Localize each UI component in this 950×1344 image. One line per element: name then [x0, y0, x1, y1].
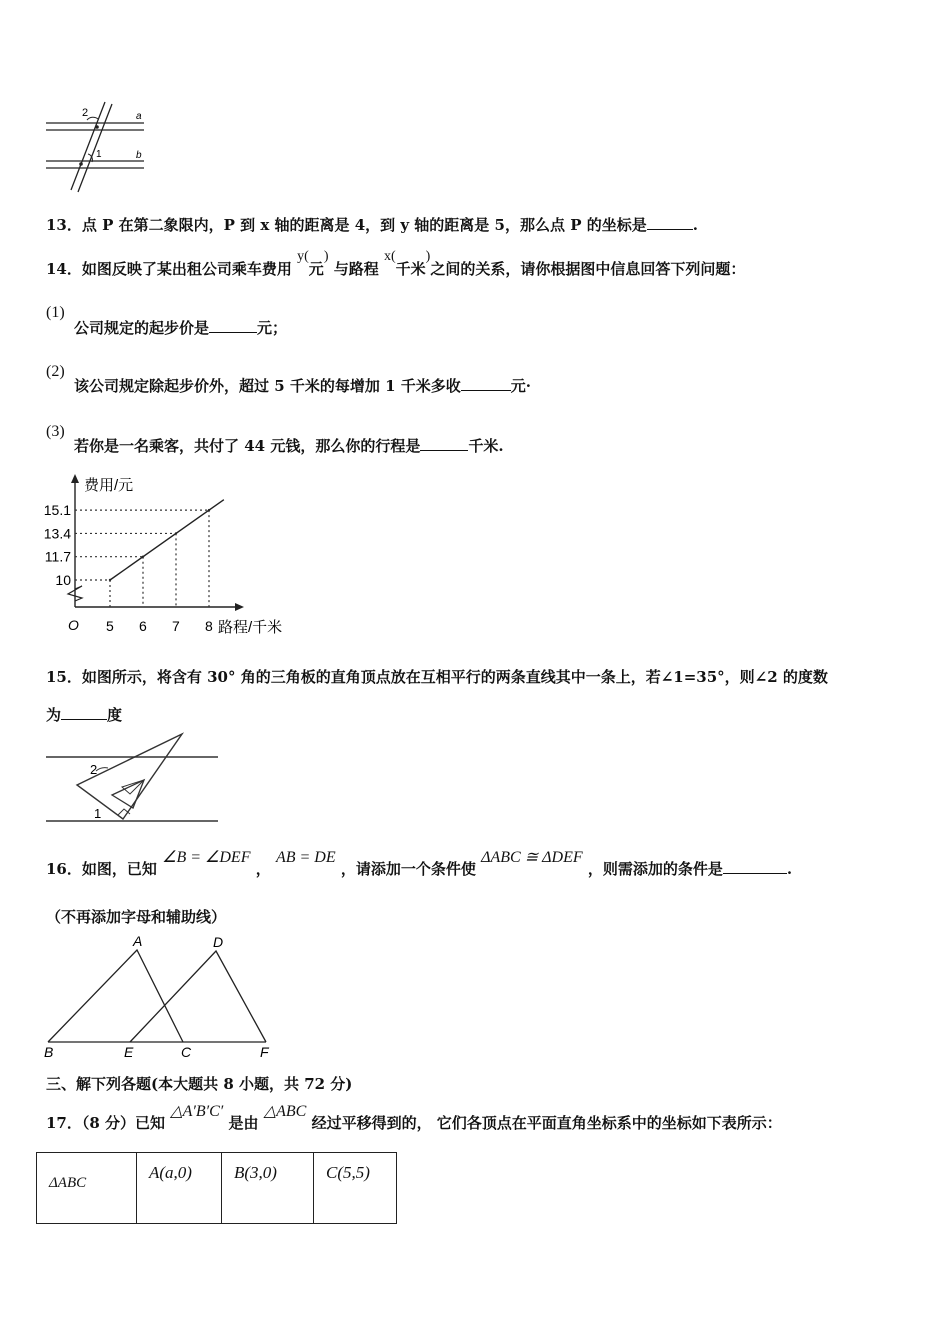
- q14-sub1-blank: [209, 331, 257, 333]
- x-axis-label: 路程/千米: [218, 619, 283, 636]
- q14-sub2: [74, 375, 531, 396]
- y-tick-label: 15.1: [43, 502, 71, 519]
- q14-sub3-blank: [420, 449, 468, 451]
- angle-1-label: 1: [96, 149, 102, 160]
- line-b-label: b: [136, 150, 142, 161]
- line-a-label: a: [136, 111, 142, 122]
- q13-text: 13．点 P 在第二象限内，P 到 x 轴的距离是 4，到 y 轴的距离是 5，那么点 P 的坐标是: [46, 216, 647, 234]
- q16-pre: 16．如图，已知: [46, 860, 157, 878]
- q14-var-y: y: [297, 249, 305, 264]
- q14-sub2-blank: [461, 389, 511, 391]
- question-15-line2: [46, 704, 122, 725]
- q15-blank: [61, 718, 107, 720]
- question-17: [46, 1103, 782, 1133]
- q15-text-b: 为: [46, 706, 62, 724]
- q16-note: （不再添加字母和辅助线）: [46, 908, 227, 926]
- section-3-heading: 三、解下列各题(本大题共 8 小题，共 72 分): [46, 1075, 353, 1093]
- q13-end: .: [692, 216, 698, 234]
- q14-intro-a: 14．如图反映了某出租公司乘车费用: [46, 260, 292, 278]
- label-D: D: [213, 934, 224, 950]
- y-tick-label: 13.4: [43, 525, 71, 542]
- y-tick-label: 11.7: [44, 548, 71, 565]
- q14-sub1: [74, 317, 287, 338]
- q14-sub1-text: 公司规定的起步价是: [74, 319, 210, 337]
- parallel-lines-figure: [40, 98, 160, 198]
- q16-post: ，则需添加的条件是: [587, 860, 723, 878]
- q16-sep: ，: [255, 860, 271, 878]
- q14-sub2-end: 元·: [510, 377, 531, 395]
- y-axis-label: 费用/元: [84, 477, 134, 494]
- q15-text-a: 15．如图所示，将含有 30° 角的三角板的直角顶点放在互相平行的两条直线其中一条上，若∠1=35°，则∠2 的度数: [46, 668, 828, 686]
- q17-tri2: △ABC: [263, 1103, 307, 1120]
- q16-congruence: ΔABC ≅ ΔDEF: [481, 849, 583, 866]
- table-cell: A(a,0): [137, 1153, 222, 1224]
- y-axis-arrow: [71, 474, 79, 483]
- q14-unit-y: 元: [308, 260, 324, 278]
- q14-sub3: [74, 435, 504, 456]
- q15-angle-2: 2: [90, 762, 98, 777]
- label-F: F: [260, 1044, 269, 1060]
- x-tick-label: 7: [172, 618, 180, 634]
- label-C: C: [181, 1044, 192, 1060]
- q14-sub1-number: (1): [46, 304, 65, 321]
- q14-sub3-number: (3): [46, 423, 65, 440]
- question-16: [46, 849, 793, 879]
- label-A: A: [133, 933, 143, 949]
- q16-cond1: ∠B = ∠DEF: [162, 849, 251, 866]
- q15-text-c: 度: [107, 706, 123, 724]
- q14-sub3-end: 千米.: [468, 437, 504, 455]
- q14-sub2-number: (2): [46, 363, 65, 380]
- q14-var-x: x: [383, 249, 391, 264]
- q14-unit-x: 千米: [395, 260, 426, 278]
- q14-intro-b: 与路程: [333, 260, 379, 278]
- q16-blank: [723, 872, 787, 874]
- table-row: [37, 1153, 397, 1224]
- label-B: B: [44, 1044, 54, 1060]
- q16-cond2: AB = DE: [275, 849, 336, 866]
- triangles-figure: [40, 930, 280, 1064]
- q14-intro-c: 之间的关系，请你根据图中信息回答下列问题：: [430, 260, 746, 278]
- origin-label: O: [68, 617, 79, 633]
- q14-sub1-end: 元；: [257, 319, 288, 337]
- q13-blank: [647, 228, 693, 230]
- q17-post: 经过平移得到的， 它们各顶点在平面直角坐标系中的坐标如下表所示：: [311, 1114, 782, 1132]
- q16-mid: ，请添加一个条件使: [340, 860, 476, 878]
- q17-mid: 是由: [228, 1114, 259, 1132]
- question-14: 14．如图反映了某出租公司乘车费用 y(元) 与路程 x(千米)之间的关系，请你根据图中信息回答下列问题：: [46, 249, 746, 278]
- q17-tri1: △A′B′C′: [170, 1103, 224, 1120]
- q16-end: .: [786, 860, 793, 878]
- question-15: [46, 666, 828, 687]
- table-cell: B(3,0): [222, 1153, 314, 1224]
- x-axis-arrow: [235, 603, 244, 611]
- q15-angle-1: 1: [94, 806, 102, 821]
- label-E: E: [124, 1044, 134, 1060]
- x-tick-label: 5: [106, 618, 114, 634]
- table-cell: C(5,5): [314, 1153, 397, 1224]
- q17-pre: 17．（8 分）已知: [46, 1114, 166, 1132]
- set-square-figure: [40, 728, 230, 828]
- coordinate-table: [36, 1152, 397, 1224]
- angle-2-label: 2: [82, 107, 89, 119]
- series-line: [110, 500, 224, 580]
- question-13: [46, 214, 698, 235]
- q14-sub2-text: 该公司规定除起步价外，超过 5 千米的每增加 1 千米多收: [74, 377, 461, 395]
- x-tick-label: 6: [139, 618, 147, 634]
- x-tick-label: 8: [205, 618, 213, 634]
- fare-chart: [38, 470, 308, 640]
- q14-sub3-text: 若你是一名乘客，共付了 44 元钱，那么你的行程是: [74, 437, 421, 455]
- table-cell: ΔABC: [37, 1153, 137, 1224]
- y-tick-label: 10: [55, 572, 71, 588]
